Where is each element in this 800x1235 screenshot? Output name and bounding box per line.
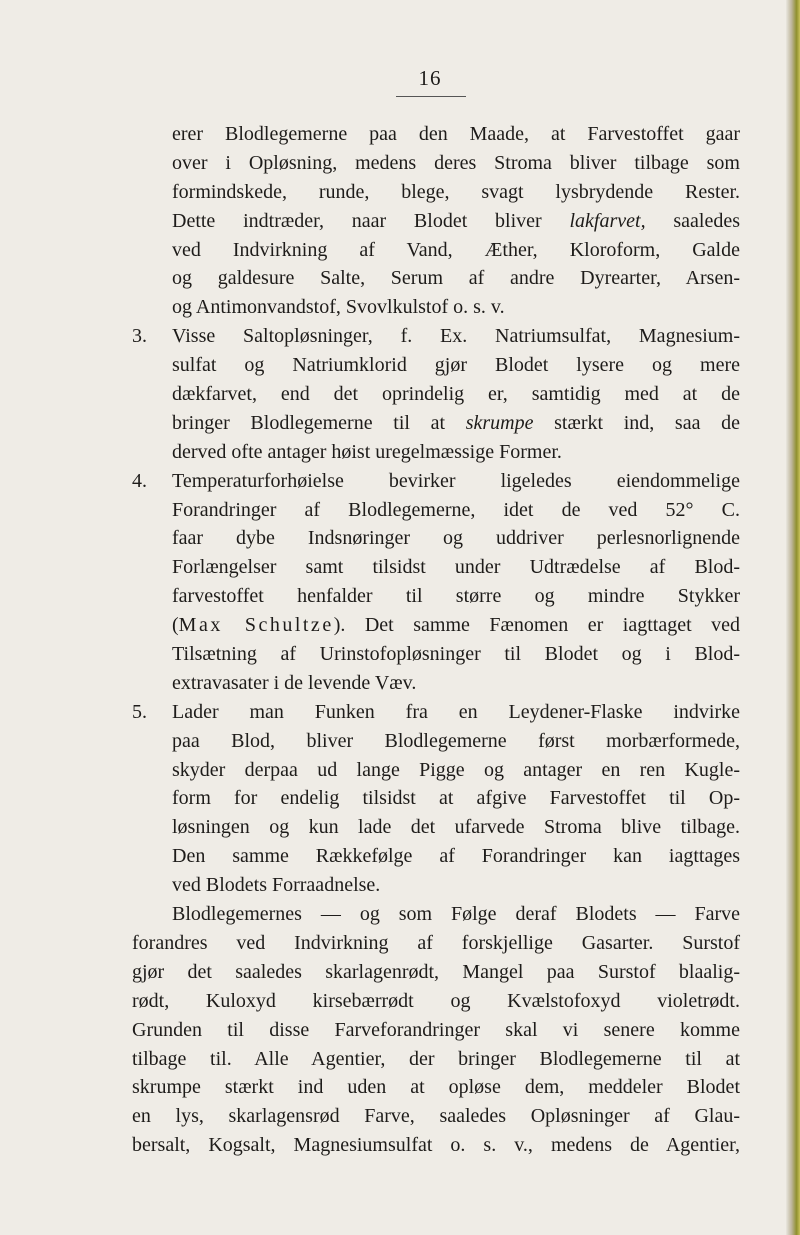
- text-line: og Antimonvandstof, Svovlkulstof o. s. v.: [172, 296, 505, 319]
- emphasis-lakfarvet: lakfarvet,: [569, 209, 646, 232]
- text-line: rødt, Kuloxyd kirsebærrødt og Kvælstofoxyd violetrødt.: [132, 989, 740, 1012]
- list-item-4: 4. Temperaturforhøielse bevirker ligeledes eiendommelige: [132, 467, 740, 496]
- text-line: dækfarvet, end det oprindelig er, samtidig med at de: [172, 383, 740, 406]
- text-line: (Max Schultze). Det samme Fænomen er iagttaget ved: [172, 614, 741, 637]
- text-line: tilbage til. Alle Agentier, der bringer Blodlegemerne til at: [132, 1047, 740, 1070]
- text-line: Blodlegemernes — og som Følge deraf Blodets — Farve: [172, 903, 740, 926]
- text-line: faar dybe Indsnøringer og uddriver perlesnorlignende: [172, 527, 740, 550]
- item-number: 3.: [132, 325, 147, 348]
- text-line: Den samme Rækkefølge af Forandringer kan iagttages: [172, 845, 740, 868]
- text-line: ved Indvirkning af Vand, Æther, Kloroform, Galde: [172, 238, 740, 261]
- text-line: skyder derpaa ud lange Pigge og antager en ren Kugle-: [172, 758, 740, 781]
- text-line: Tilsætning af Urinstofopløsninger til Blodet og i Blod-: [172, 643, 740, 666]
- text-line: Forlængelser samt tilsidst under Udtrædelse af Blod-: [172, 556, 740, 579]
- text-line: gjør det saaledes skarlagenrødt, Mangel paa Surstof blaalig-: [132, 960, 740, 983]
- text-line: bersalt, Kogsalt, Magnesiumsulfat o. s. v., medens de Agentier,: [132, 1134, 740, 1157]
- text-line: extravasater i de levende Væv.: [172, 671, 417, 694]
- page-edge: [786, 0, 800, 1235]
- text-line: en lys, skarlagensrød Farve, saaledes Opløsninger af Glau-: [132, 1105, 740, 1128]
- text-line: og galdesure Salte, Serum af andre Dyrearter, Arsen-: [172, 267, 740, 290]
- text-line: farvestoffet henfalder til større og mindre Stykker: [172, 585, 740, 608]
- spaced-name: Max Schultze: [178, 614, 334, 637]
- text-line: sulfat og Natriumklorid gjør Blodet lysere og mere: [172, 354, 740, 377]
- text-line: skrumpe stærkt ind uden at opløse dem, meddeler Blodet: [132, 1076, 740, 1099]
- list-item-3: 3. Visse Saltopløsninger, f. Ex. Natriumsulfat, Magnesium-: [132, 322, 740, 351]
- text-line: erer Blodlegemerne paa den Maade, at Farvestoffet gaar: [172, 123, 740, 145]
- list-item-5: 5. Lader man Funken fra en Leydener-Flaske indvirke: [132, 698, 740, 727]
- text-line: derved ofte antager høist uregelmæssige Former.: [172, 440, 562, 463]
- text-line: bringer Blodlegemerne til at skrumpe stærkt ind, saa de: [172, 411, 740, 434]
- text-line: over i Opløsning, medens deres Stroma bliver tilbage som: [172, 151, 740, 174]
- text-line: Dette indtræder, naar Blodet bliver lakfarvet, saaledes: [172, 209, 740, 232]
- text-line: løsningen og kun lade det ufarvede Stroma blive tilbage.: [172, 816, 740, 839]
- text-line: formindskede, runde, blege, svagt lysbrydende Rester.: [172, 180, 740, 203]
- text-line: Grunden til disse Farveforandringer skal vi senere komme: [132, 1018, 740, 1041]
- text-line: ved Blodets Forraadnelse.: [172, 874, 381, 897]
- emphasis-skrumpe: skrumpe: [465, 411, 534, 434]
- text-line: paa Blod, bliver Blodlegemerne først morbærformede,: [172, 729, 740, 752]
- body-text: [132, 120, 740, 1160]
- item-number: 5.: [132, 700, 147, 723]
- text-line: forandres ved Indvirkning af forskjellige Gasarter. Surstof: [132, 931, 740, 954]
- text-line: form for endelig tilsidst at afgive Farvestoffet til Op-: [172, 787, 740, 810]
- text-line: Forandringer af Blodlegemerne, idet de ved 52° C.: [172, 498, 740, 521]
- item-number: 4.: [132, 469, 147, 492]
- page-number-rule: [396, 96, 466, 97]
- page-number: 16: [418, 66, 442, 90]
